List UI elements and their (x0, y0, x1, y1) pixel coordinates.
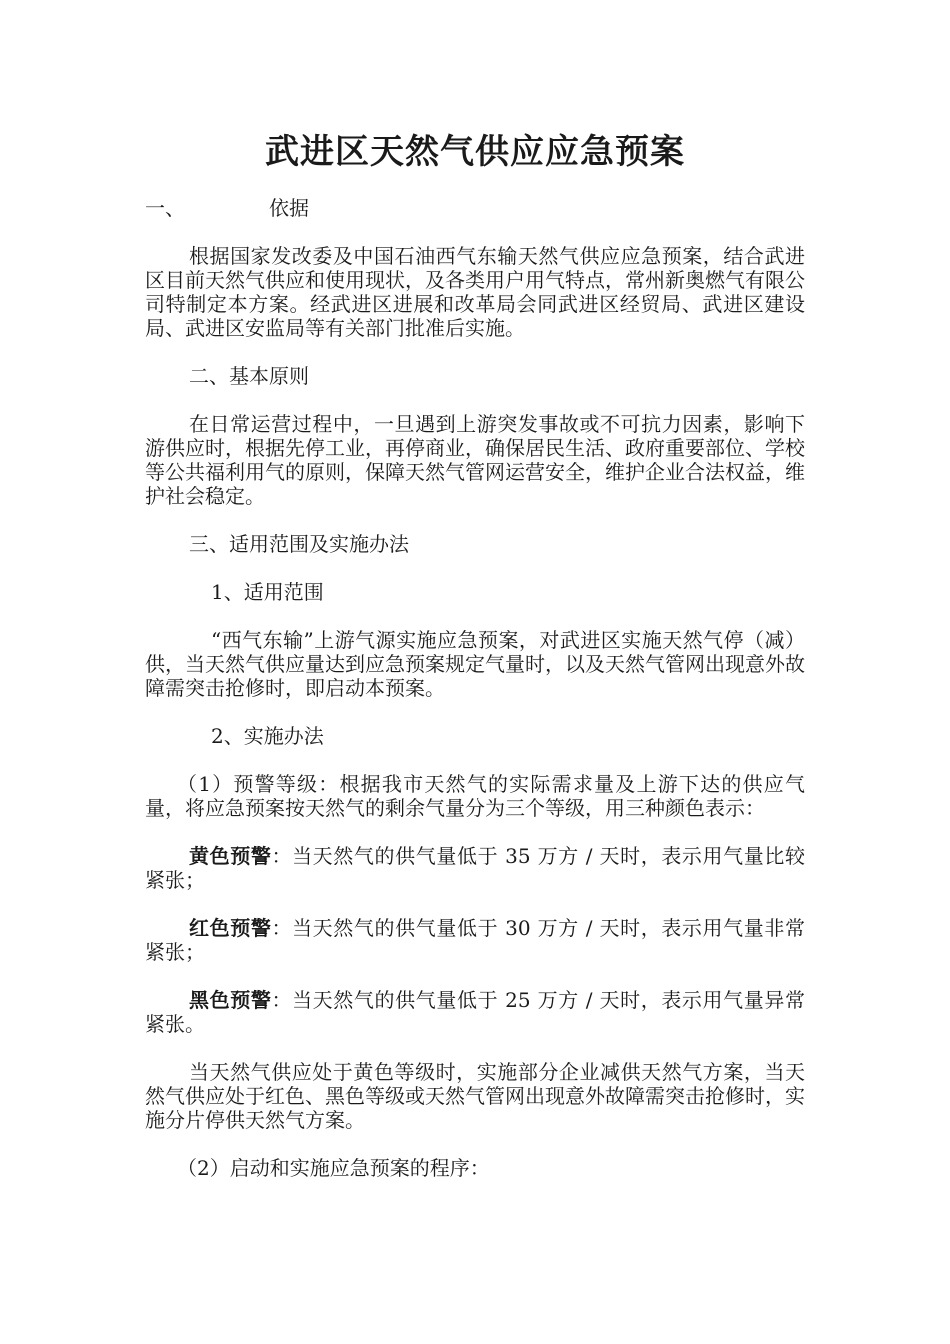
black-warning-paragraph (145, 988, 805, 1036)
red-warning-label: 红色预警 (189, 916, 272, 940)
black-warning-label: 黑色预警 (189, 988, 272, 1012)
section-2-heading: 二、基本原则 (189, 364, 309, 388)
yellow-warning-text: ：当天然气的供气量低于 35 万方 / 天时，表示用气量比较紧张； (145, 844, 805, 892)
procedure-item: （2）启动和实施应急预案的程序： (177, 1156, 490, 1180)
section-3-heading: 三、适用范围及实施办法 (189, 532, 409, 556)
black-warning-text: ：当天然气的供气量低于 25 万方 / 天时，表示用气量异常紧张。 (145, 988, 805, 1036)
section-2-paragraph: 在日常运营过程中，一旦遇到上游突发事故或不可抗力因素，影响下游供应时，根据先停工业，再停商业，确保居民生活、政府重要部位、学校等公共福利用气的原则，保障天然气管网运营安全，维护企业合法权益，维护社会稳定。 (145, 412, 805, 508)
yellow-warning-label: 黄色预警 (189, 844, 272, 868)
section-1-title: 依据 (269, 196, 309, 220)
subsection-scope-paragraph: “西气东输”上游气源实施应急预案，对武进区实施天然气停（减）供，当天然气供应量达到应急预案规定气量时，以及天然气管网出现意外故障需突击抢修时，即启动本预案。 (145, 628, 805, 700)
subsection-scope-heading: 1、适用范围 (211, 580, 324, 604)
section-1-number: 一、 (145, 196, 185, 220)
red-warning-paragraph (145, 916, 805, 964)
warning-level-item: （1）预警等级：根据我市天然气的实际需求量及上游下达的供应气量，将应急预案按天然气的剩余气量分为三个等级，用三种颜色表示： (145, 772, 805, 820)
document-body (145, 196, 805, 1180)
red-warning-text: ：当天然气的供气量低于 30 万方 / 天时，表示用气量非常紧张； (145, 916, 805, 964)
supply-plan-paragraph: 当天然气供应处于黄色等级时，实施部分企业减供天然气方案，当天然气供应处于红色、黑色等级或天然气管网出现意外故障需突击抢修时，实施分片停供天然气方案。 (145, 1060, 805, 1132)
document-title: 武进区天然气供应应急预案 (265, 132, 685, 172)
yellow-warning-paragraph (145, 844, 805, 892)
section-1-paragraph: 根据国家发改委及中国石油西气东输天然气供应应急预案，结合武进区目前天然气供应和使用现状，及各类用户用气特点，常州新奥燃气有限公司特制定本方案。经武进区进展和改革局会同武进区经贸局、武进区建设局、武进区安监局等有关部门批准后实施。 (145, 244, 805, 340)
subsection-method-heading: 2、实施办法 (211, 724, 324, 748)
section-1-heading (145, 196, 805, 220)
